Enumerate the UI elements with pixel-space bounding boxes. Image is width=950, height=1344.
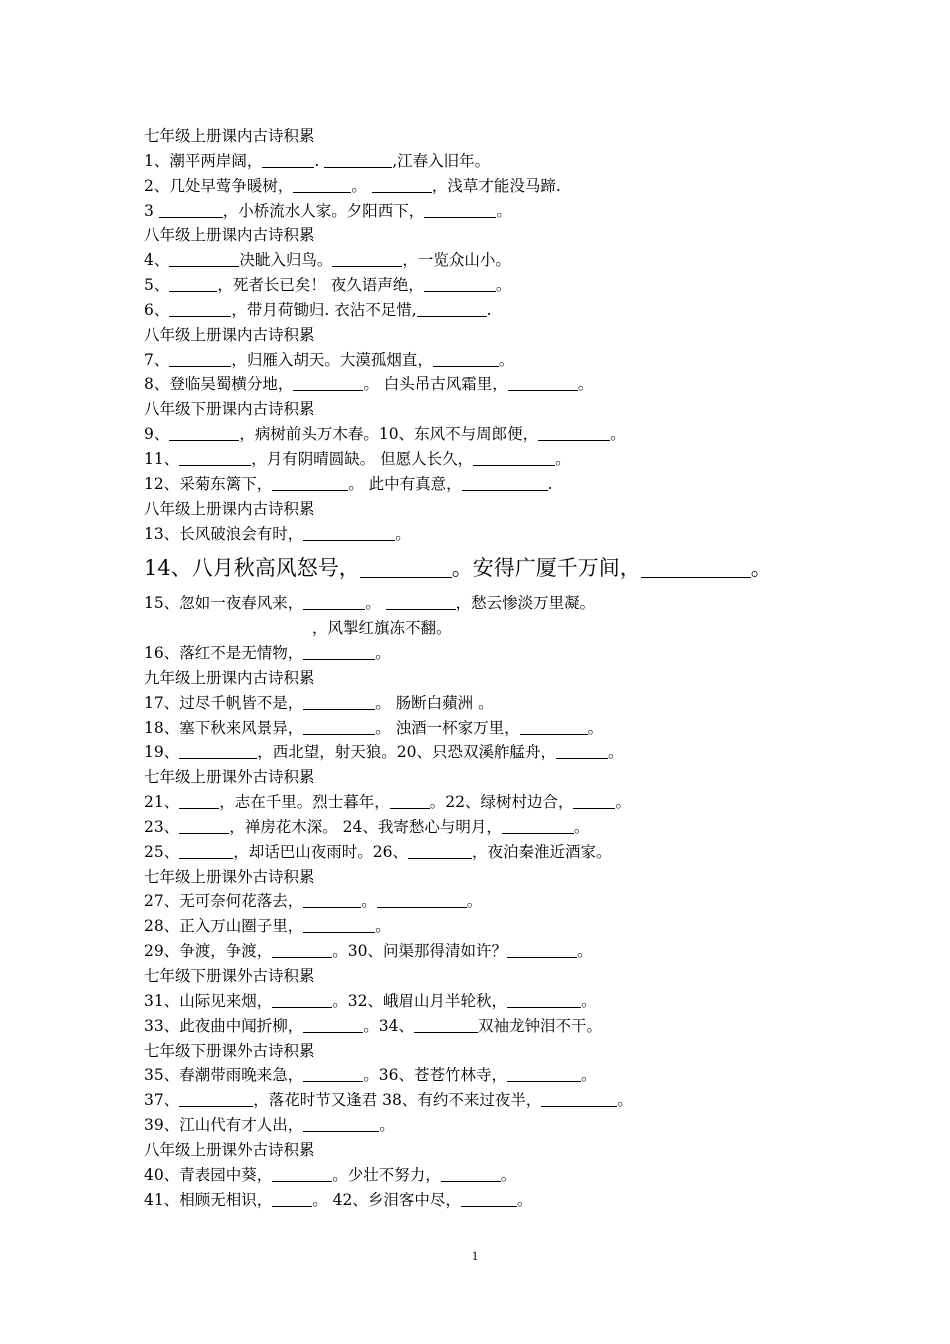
line-text: ，浅草才能没马蹄. bbox=[431, 176, 561, 195]
question-line bbox=[144, 790, 834, 815]
answer-blank[interactable] bbox=[303, 642, 375, 660]
answer-blank[interactable] bbox=[386, 592, 456, 610]
answer-blank[interactable] bbox=[508, 373, 578, 391]
answer-blank[interactable] bbox=[417, 299, 487, 317]
line-text: ,江春入旧年。 bbox=[392, 151, 491, 170]
line-text: 。 bbox=[615, 793, 631, 812]
section-heading bbox=[144, 865, 834, 890]
answer-blank[interactable] bbox=[169, 249, 239, 267]
question-line bbox=[144, 1163, 834, 1188]
question-line bbox=[144, 815, 834, 840]
line-text: 13、长风破浪会有时， bbox=[144, 524, 304, 543]
answer-blank[interactable] bbox=[461, 1189, 517, 1207]
line-text: 33、此夜曲中闻折柳， bbox=[144, 1016, 304, 1035]
answer-blank[interactable] bbox=[179, 448, 251, 466]
answer-blank[interactable] bbox=[303, 915, 375, 933]
line-text: ，风掣红旗冻不翻。 bbox=[312, 619, 452, 638]
section-heading bbox=[144, 1039, 834, 1064]
line-text: 。 bbox=[617, 1091, 633, 1110]
line-text: ，禅房花木深。 24、我寄愁心与明月， bbox=[229, 817, 502, 836]
line-text: 。 此中有真意， bbox=[348, 474, 462, 493]
question-line bbox=[144, 740, 834, 765]
section-heading bbox=[144, 1138, 834, 1163]
line-text: 八年级上册课外古诗积累 bbox=[144, 1140, 315, 1159]
question-line bbox=[144, 691, 834, 716]
question-line bbox=[144, 889, 834, 914]
answer-blank[interactable] bbox=[169, 299, 231, 317]
question-line bbox=[144, 546, 834, 591]
answer-blank[interactable] bbox=[556, 741, 608, 759]
line-text: 21、 bbox=[144, 793, 180, 812]
line-text: 8、登临吴蜀横分地， bbox=[144, 375, 294, 394]
question-line bbox=[144, 149, 834, 174]
answer-blank[interactable] bbox=[507, 1064, 581, 1082]
answer-blank[interactable] bbox=[424, 200, 496, 218]
answer-blank[interactable] bbox=[303, 692, 375, 710]
answer-blank[interactable] bbox=[502, 816, 574, 834]
line-text: 。 42、乡泪客中尽， bbox=[312, 1190, 461, 1209]
line-text: 双袖龙钟泪不干。 bbox=[477, 1016, 602, 1035]
question-line bbox=[144, 716, 834, 741]
line-text: 7、 bbox=[144, 350, 170, 369]
section-heading bbox=[144, 666, 834, 691]
line-text: . bbox=[486, 300, 492, 319]
section-heading bbox=[144, 964, 834, 989]
line-text: 七年级上册课外古诗积累 bbox=[144, 768, 315, 787]
line-text: 。少壮不努力， bbox=[332, 1165, 441, 1184]
section-heading bbox=[144, 397, 834, 422]
line-text: 。 bbox=[375, 917, 391, 936]
answer-blank[interactable] bbox=[303, 1015, 363, 1033]
line-text: 23、 bbox=[144, 817, 180, 836]
answer-blank[interactable] bbox=[272, 473, 348, 491]
question-line bbox=[144, 522, 834, 547]
line-text: 25、 bbox=[144, 842, 180, 861]
answer-blank[interactable] bbox=[441, 1164, 501, 1182]
answer-blank[interactable] bbox=[303, 1114, 379, 1132]
line-text: 15、忽如一夜春风来， bbox=[144, 594, 304, 613]
question-line bbox=[144, 422, 834, 447]
line-text: 。 bbox=[607, 743, 624, 762]
question-line bbox=[144, 616, 834, 641]
line-text: 16、落红不是无情物， bbox=[144, 644, 304, 663]
line-text: 决眦入归鸟。 bbox=[239, 251, 333, 270]
line-text: 。 bbox=[555, 449, 571, 468]
answer-blank[interactable] bbox=[433, 349, 499, 367]
line-text: 。 bbox=[365, 594, 386, 613]
answer-blank[interactable] bbox=[507, 940, 577, 958]
page-number: 1 bbox=[471, 1248, 479, 1263]
line-text: 9、 bbox=[144, 425, 170, 444]
line-text: 41、相顾无相识， bbox=[144, 1190, 273, 1209]
line-text: 八年级上册课内古诗积累 bbox=[144, 499, 315, 518]
question-line bbox=[144, 939, 834, 964]
line-text: 。 bbox=[750, 556, 772, 581]
question-line bbox=[144, 348, 834, 373]
section-heading bbox=[144, 765, 834, 790]
answer-blank[interactable] bbox=[390, 791, 430, 809]
answer-blank[interactable] bbox=[293, 373, 363, 391]
line-text: ，死者长已矣！ 夜久语声绝， bbox=[217, 276, 424, 295]
question-line bbox=[144, 174, 834, 199]
answer-blank[interactable] bbox=[360, 555, 452, 578]
answer-blank[interactable] bbox=[179, 741, 257, 759]
line-text: 九年级上册课内古诗积累 bbox=[144, 668, 315, 687]
line-text: 。34、 bbox=[363, 1016, 414, 1035]
line-text: 11、 bbox=[144, 449, 180, 468]
section-heading bbox=[144, 223, 834, 248]
question-line bbox=[144, 989, 834, 1014]
line-text: ，病树前头万木春。10、东风不与周郎便， bbox=[239, 425, 539, 444]
line-text: 。 bbox=[496, 201, 512, 220]
line-text: 35、春潮带雨晚来急， bbox=[144, 1066, 304, 1085]
line-text: 七年级上册课外古诗积累 bbox=[144, 867, 315, 886]
line-text: 。32、峨眉山月半轮秋， bbox=[332, 991, 507, 1010]
answer-blank[interactable] bbox=[507, 990, 581, 1008]
line-text: 八年级上册课内古诗积累 bbox=[144, 325, 315, 344]
question-line bbox=[144, 1014, 834, 1039]
question-line bbox=[144, 472, 834, 497]
line-text: 。 bbox=[580, 991, 597, 1010]
line-text: ，归雁入胡天。大漠孤烟直， bbox=[231, 350, 433, 369]
line-text: 。 bbox=[498, 350, 515, 369]
line-text: 27、无可奈何花落去， bbox=[144, 892, 304, 911]
answer-blank[interactable] bbox=[372, 175, 432, 193]
answer-blank[interactable] bbox=[303, 523, 395, 541]
line-text: 七年级下册课外古诗积累 bbox=[144, 967, 315, 985]
line-text: . bbox=[314, 151, 325, 170]
question-line bbox=[144, 1113, 834, 1138]
line-text: 19、 bbox=[144, 743, 180, 762]
answer-blank[interactable] bbox=[262, 150, 314, 168]
answer-blank[interactable] bbox=[303, 592, 365, 610]
answer-blank[interactable] bbox=[159, 200, 223, 218]
line-text: 。 bbox=[516, 1190, 533, 1209]
answer-blank[interactable] bbox=[272, 940, 332, 958]
line-text: 。 bbox=[587, 718, 604, 737]
line-text: 。 bbox=[379, 1116, 395, 1135]
answer-blank[interactable] bbox=[303, 1064, 363, 1082]
line-text: 。 bbox=[577, 375, 594, 394]
line-text: 28、正入万山圈子里， bbox=[144, 917, 304, 936]
answer-blank[interactable] bbox=[462, 473, 548, 491]
answer-blank[interactable] bbox=[179, 791, 219, 809]
line-text: 八年级上册课内古诗积累 bbox=[144, 226, 315, 245]
line-text: 七年级下册课外古诗积累 bbox=[144, 1041, 315, 1060]
line-text: 。 白头吊古风霜里， bbox=[363, 375, 508, 394]
line-text: 。 浊酒一杯家万里， bbox=[375, 718, 520, 737]
answer-blank[interactable] bbox=[303, 717, 375, 735]
question-line bbox=[144, 248, 834, 273]
line-text: 。 bbox=[351, 176, 372, 195]
line-text: 八年级下册课内古诗积累 bbox=[144, 400, 315, 419]
line-text: 。36、苍苍竹林寺， bbox=[363, 1066, 507, 1085]
section-heading bbox=[144, 323, 834, 348]
answer-blank[interactable] bbox=[541, 1089, 617, 1107]
line-text: 17、过尽千帆皆不是， bbox=[144, 693, 304, 712]
line-text: 40、青表园中葵， bbox=[144, 1165, 273, 1184]
question-line bbox=[144, 447, 834, 472]
answer-blank[interactable] bbox=[303, 890, 361, 908]
line-text: 。 bbox=[610, 425, 626, 444]
answer-blank[interactable] bbox=[179, 841, 233, 859]
question-line bbox=[144, 641, 834, 666]
line-text: ，却话巴山夜雨时。26、 bbox=[233, 842, 408, 861]
line-text: 。 bbox=[361, 892, 377, 911]
line-text: . bbox=[547, 474, 553, 493]
line-text: 3 bbox=[144, 201, 159, 220]
line-text: 七年级上册课内古诗积累 bbox=[144, 127, 315, 145]
line-text: ，小桥流水人家。夕阳西下， bbox=[222, 201, 425, 220]
line-text: 。 bbox=[466, 892, 483, 911]
line-text: ，志在千里。烈士暮年， bbox=[219, 793, 390, 812]
line-text: 14、八月秋高风怒号， bbox=[144, 556, 360, 581]
line-text: 。22、绿树村边合， bbox=[429, 793, 574, 812]
worksheet-body bbox=[144, 124, 834, 1212]
line-text: 12、采菊东篱下， bbox=[144, 474, 273, 493]
line-text: 37、 bbox=[144, 1091, 180, 1110]
line-text: 39、江山代有才人出， bbox=[144, 1116, 304, 1135]
line-text: ，西北望，射天狼。20、只恐双溪舴艋舟， bbox=[257, 743, 556, 762]
answer-blank[interactable] bbox=[169, 349, 231, 367]
line-text: 2、几处早莺争暖树， bbox=[144, 176, 294, 195]
question-line bbox=[144, 372, 834, 397]
line-text: 1、潮平两岸阔， bbox=[144, 151, 263, 170]
question-line bbox=[144, 840, 834, 865]
question-line bbox=[144, 298, 834, 323]
answer-blank[interactable] bbox=[169, 423, 239, 441]
line-text: 。 bbox=[375, 644, 391, 663]
answer-blank[interactable] bbox=[169, 274, 217, 292]
line-text: 。 肠断白蘋洲 。 bbox=[375, 693, 494, 712]
question-line bbox=[144, 591, 834, 616]
line-text: 5、 bbox=[144, 276, 170, 295]
answer-blank[interactable] bbox=[538, 423, 610, 441]
line-text: 。 bbox=[495, 276, 512, 295]
line-text: 29、争渡，争渡， bbox=[144, 942, 273, 961]
answer-blank[interactable] bbox=[641, 555, 751, 578]
line-text: 。 bbox=[580, 1066, 597, 1085]
answer-blank[interactable] bbox=[272, 1189, 312, 1207]
line-text: ，带月荷锄归. 衣沾不足惜, bbox=[231, 300, 417, 319]
line-text: 。 bbox=[500, 1165, 517, 1184]
line-text: 18、塞下秋来风景异， bbox=[144, 718, 304, 737]
answer-blank[interactable] bbox=[424, 274, 496, 292]
question-line bbox=[144, 914, 834, 939]
answer-blank[interactable] bbox=[377, 890, 467, 908]
line-text: 。30、问渠那得清如许？ bbox=[332, 942, 507, 961]
answer-blank[interactable] bbox=[573, 791, 615, 809]
question-line bbox=[144, 1188, 834, 1213]
line-text: 。 bbox=[573, 817, 590, 836]
line-text: ，月有阴晴圆缺。 但愿人长久， bbox=[251, 449, 474, 468]
answer-blank[interactable] bbox=[414, 1015, 478, 1033]
question-line bbox=[144, 273, 834, 298]
answer-blank[interactable] bbox=[272, 1164, 332, 1182]
answer-blank[interactable] bbox=[332, 249, 402, 267]
section-heading bbox=[144, 497, 834, 522]
line-text: ，夜泊秦淮近酒家。 bbox=[471, 842, 612, 861]
question-line bbox=[144, 199, 834, 224]
answer-blank[interactable] bbox=[293, 175, 351, 193]
question-line bbox=[144, 1088, 834, 1113]
line-text: 。 bbox=[576, 942, 593, 961]
answer-blank[interactable] bbox=[408, 841, 472, 859]
line-text: 6、 bbox=[144, 300, 170, 319]
line-text: ，落花时节又逢君 38、有约不来过夜半， bbox=[253, 1091, 542, 1110]
answer-blank[interactable] bbox=[179, 816, 229, 834]
answer-blank[interactable] bbox=[520, 717, 588, 735]
question-line bbox=[144, 1063, 834, 1088]
line-text: 31、山际见来烟， bbox=[144, 991, 273, 1010]
line-text: ，一览众山小。 bbox=[402, 251, 511, 270]
line-text: 4、 bbox=[144, 251, 170, 270]
answer-blank[interactable] bbox=[324, 150, 392, 168]
section-heading bbox=[144, 124, 834, 149]
line-text: ，愁云惨淡万里凝。 bbox=[455, 594, 596, 613]
answer-blank[interactable] bbox=[272, 990, 332, 1008]
line-text: 。安得广厦千万间， bbox=[451, 556, 641, 581]
line-text: 。 bbox=[395, 524, 411, 543]
answer-blank[interactable] bbox=[179, 1089, 253, 1107]
answer-blank[interactable] bbox=[473, 448, 555, 466]
